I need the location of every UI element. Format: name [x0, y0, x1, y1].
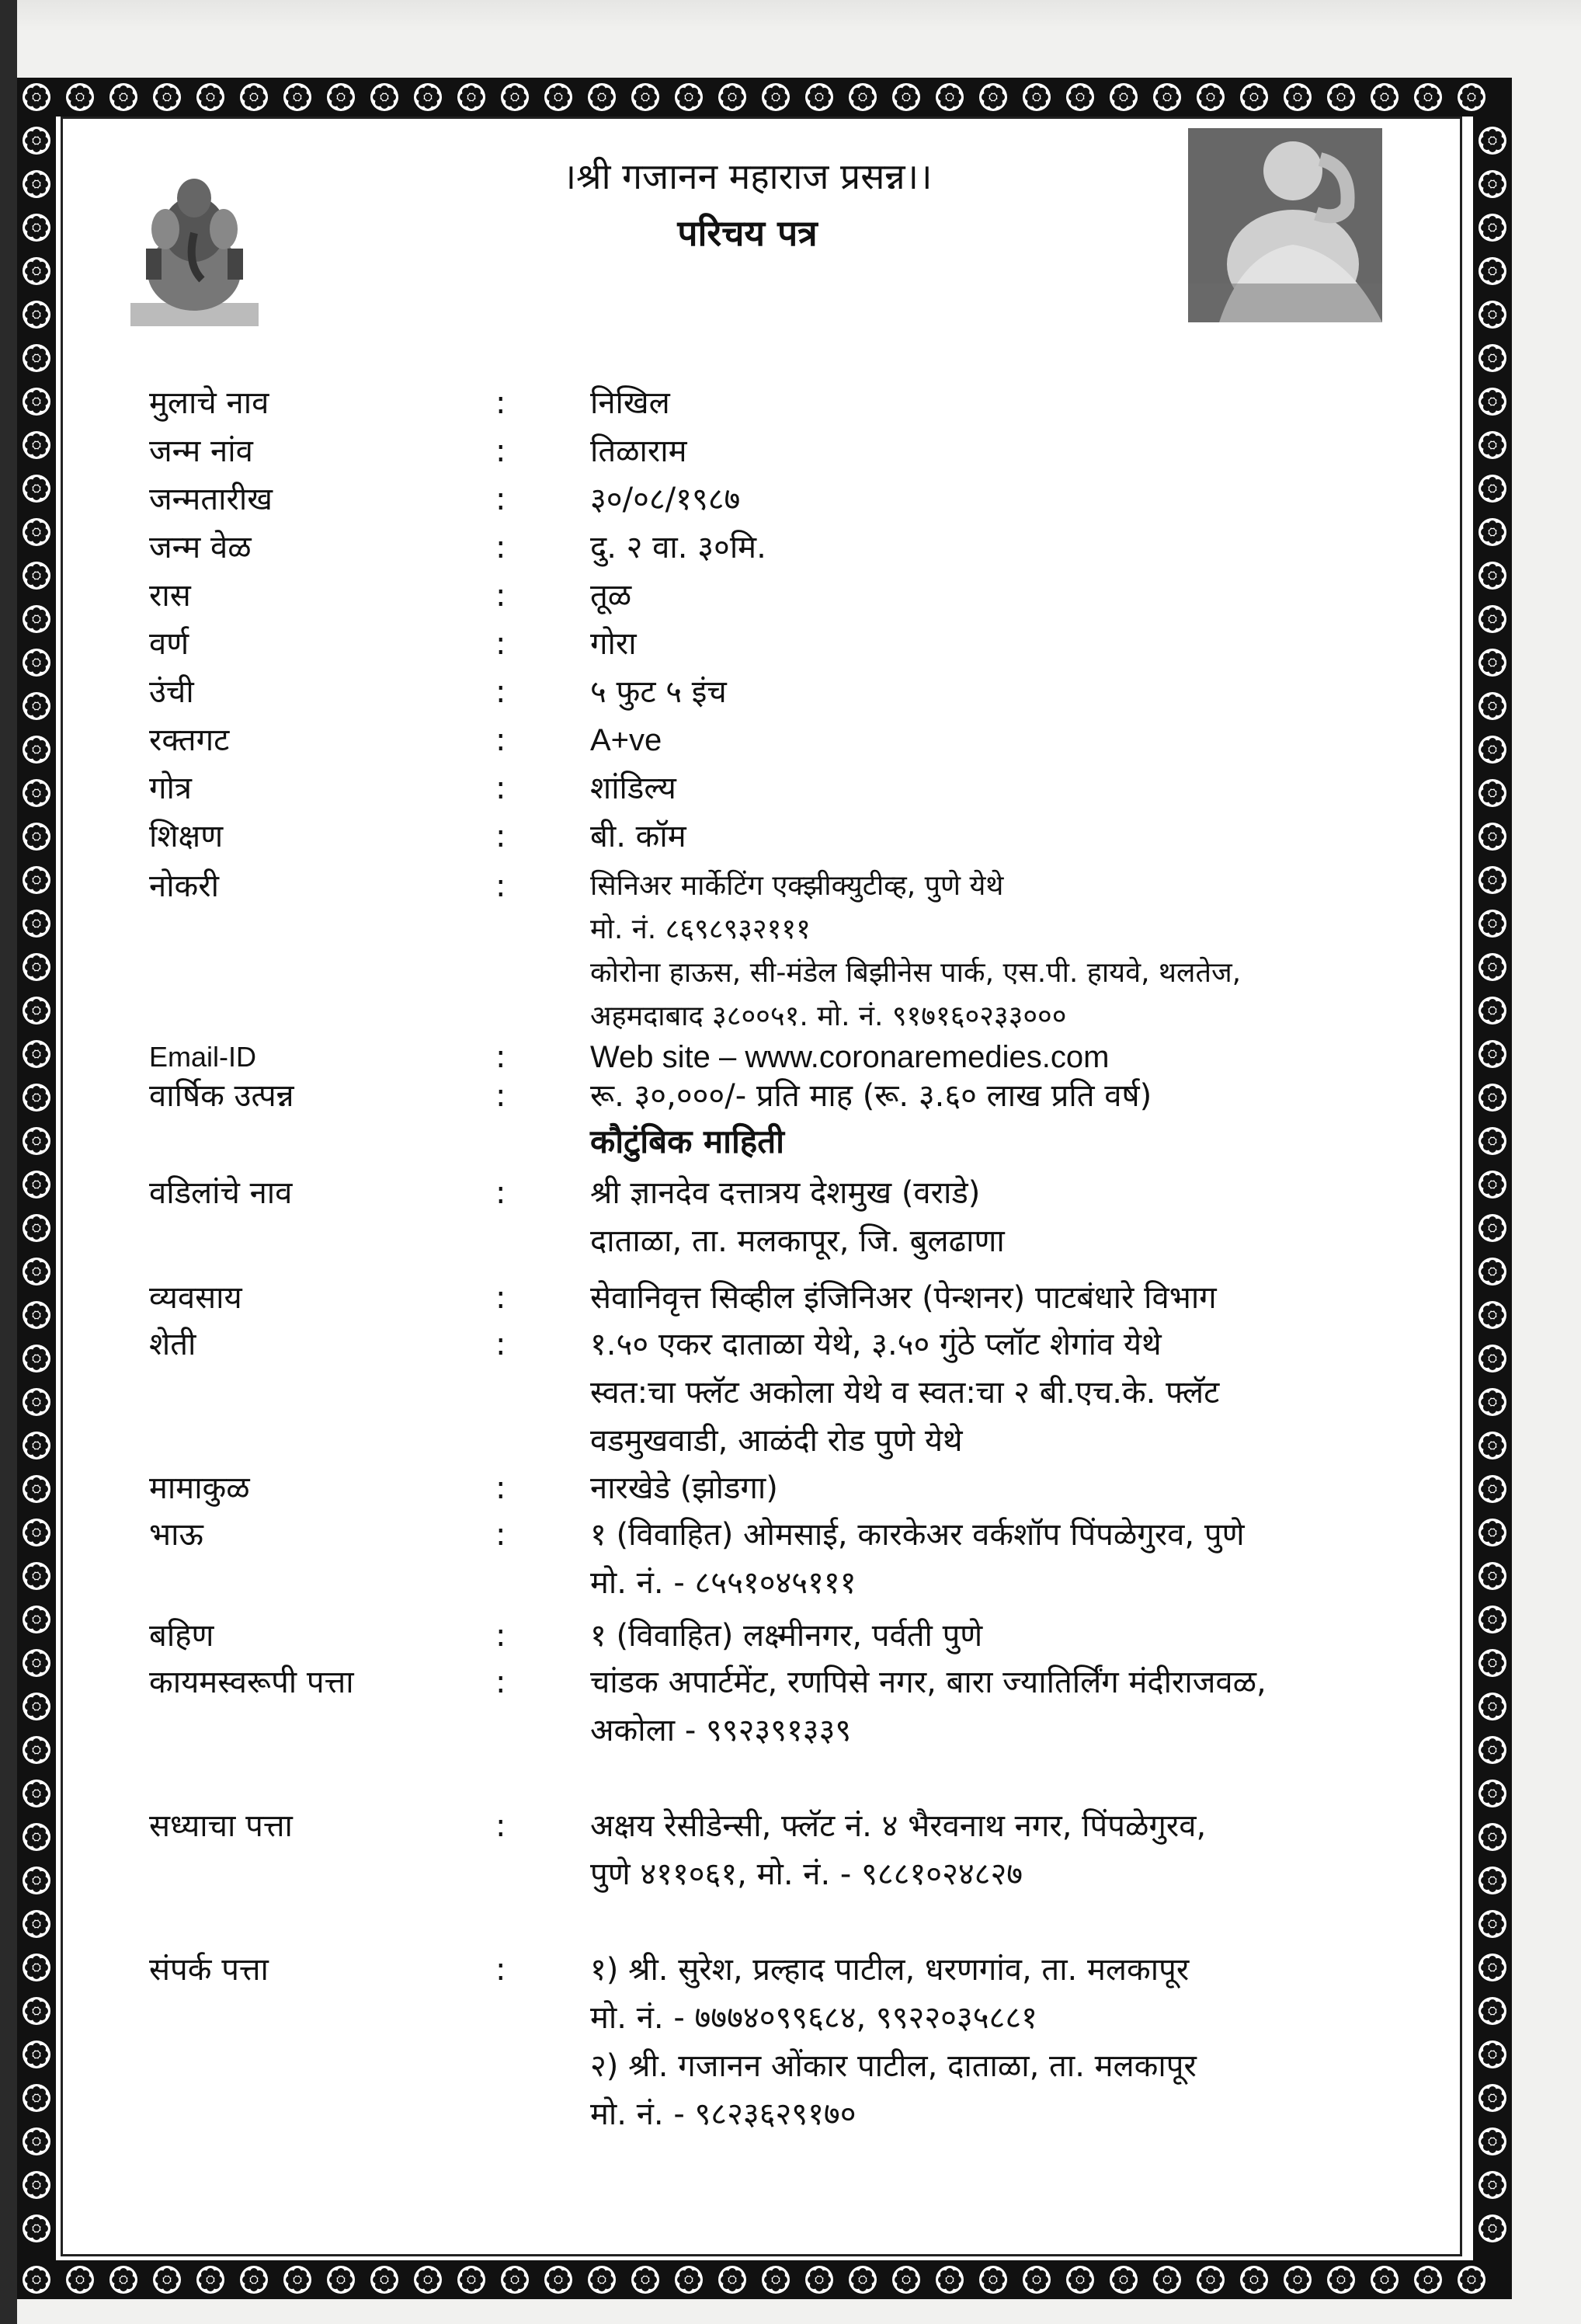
field-colon: : [495, 1952, 506, 1988]
field-value: रू. ३०,०००/- प्रति माह (रू. ३.६० लाख प्रति वर्ष) [590, 1078, 1152, 1114]
field-colon: : [495, 1327, 506, 1362]
field-colon: : [495, 1517, 506, 1553]
field-label: मुलाचे नाव [149, 385, 269, 421]
field-colon: : [495, 1618, 506, 1654]
field-value: दाताळा, ता. मलकापूर, जि. बुलढाणा [590, 1223, 1005, 1259]
scan-top-edge [0, 0, 1581, 31]
document-title: परिचय पत्र [677, 212, 818, 254]
field-label: कायमस्वरूपी पत्ता [149, 1665, 354, 1700]
field-label: वडिलांचे नाव [149, 1175, 293, 1211]
field-colon: : [495, 674, 506, 710]
field-value: तूळ [590, 578, 632, 614]
field-label: गोत्र [149, 771, 192, 806]
field-label: जन्मतारीख [149, 482, 273, 517]
field-value: श्री ज्ञानदेव दत्तात्रय देशमुख (वराडे) [590, 1175, 981, 1211]
field-value: सिनिअर मार्केटिंग एक्झीक्युटीव्ह, पुणे येथे [590, 870, 1004, 902]
ganesh-idol-image [123, 155, 266, 330]
field-colon: : [495, 1039, 506, 1075]
field-colon: : [495, 1470, 506, 1506]
field-value: मो. नं. - ७७७४०९९६८४, ९९२२०३५८८१ [590, 2000, 1037, 2036]
field-value: बी. कॉम [590, 819, 686, 854]
field-label: संपर्क पत्ता [149, 1952, 269, 1988]
field-colon: : [495, 1175, 506, 1211]
field-label: रक्तगट [149, 722, 230, 758]
field-value: पुणे ४११०६१, मो. नं. - ९८८१०२४८२७ [590, 1856, 1023, 1892]
field-value: तिळाराम [590, 433, 687, 469]
field-value: १ (विवाहित) ओमसाई, कारकेअर वर्कशॉप पिंपळेगुरव, पुणे [590, 1517, 1245, 1553]
field-colon: : [495, 868, 506, 904]
field-value: ५ फुट ५ इंच [590, 674, 727, 710]
field-colon: : [495, 433, 506, 469]
field-colon: : [495, 530, 506, 565]
field-value: नारखेडे (झोडगा) [590, 1470, 778, 1506]
field-value: निखिल [590, 385, 670, 421]
field-label: वर्ण [149, 626, 189, 662]
field-value: मो. नं. ८६९८९३२१११ [590, 913, 811, 945]
maharaj-photo-image [1188, 128, 1382, 322]
field-label: जन्म वेळ [149, 530, 252, 565]
field-label: व्यवसाय [149, 1280, 242, 1316]
field-colon: : [495, 722, 506, 758]
field-label: शिक्षण [149, 819, 224, 854]
field-value: १.५० एकर दाताळा येथे, ३.५० गुंठे प्लॉट शेगांव येथे [590, 1327, 1162, 1362]
field-label: उंची [149, 674, 194, 710]
field-value: गोरा [590, 626, 637, 662]
field-value: अक्षय रेसीडेन्सी, फ्लॅट नं. ४ भैरवनाथ नगर, पिंपळेगुरव, [590, 1808, 1207, 1844]
field-label: शेती [149, 1327, 196, 1362]
field-value: शांडिल्य [590, 771, 676, 806]
field-value: वडमुखवाडी, आळंदी रोड पुणे येथे [590, 1423, 963, 1459]
field-colon: : [495, 578, 506, 614]
scan-left-edge [0, 0, 17, 2324]
field-colon: : [495, 771, 506, 806]
field-label: जन्म नांव [149, 433, 253, 469]
field-value: दु. २ वा. ३०मि. [590, 530, 766, 565]
field-label: नोकरी [149, 868, 219, 904]
field-value: कोरोना हाऊस, सी-मंडेल बिझीनेस पार्क, एस.पी. हायवे, थलतेज, [590, 957, 1242, 989]
field-value: १ (विवाहित) लक्ष्मीनगर, पर्वती पुणे [590, 1618, 983, 1654]
field-value: चांडक अपार्टमेंट, रणपिसे नगर, बारा ज्यातिर्लिंग मंदीराजवळ, [590, 1665, 1267, 1700]
field-colon: : [495, 385, 506, 421]
field-colon: : [495, 1078, 506, 1114]
field-label: रास [149, 578, 191, 614]
field-label: सध्याचा पत्ता [149, 1808, 293, 1844]
invocation-title: ।श्री गजानन महाराज प्रसन्न।। [562, 155, 933, 197]
field-value: Web site – www.coronaremedies.com [590, 1040, 1110, 1074]
field-label: मामाकुळ [149, 1470, 250, 1506]
family-info-heading: कौटुंबिक माहिती [590, 1122, 785, 1160]
field-value: मो. नं. - ८५५१०४५१११ [590, 1565, 857, 1601]
field-value: १) श्री. सुरेश, प्रल्हाद पाटील, धरणगांव, ता. मलकापूर [590, 1952, 1190, 1988]
field-label: बहिण [149, 1618, 214, 1654]
field-colon: : [495, 626, 506, 662]
field-label: भाऊ [149, 1517, 203, 1553]
field-label: Email-ID [149, 1041, 257, 1073]
field-value: ३०/०८/१९८७ [590, 482, 741, 517]
field-value: स्वत:चा फ्लॅट अकोला येथे व स्वत:चा २ बी.एच.के. फ्लॅट [590, 1375, 1220, 1411]
field-colon: : [495, 1665, 506, 1700]
field-colon: : [495, 1280, 506, 1316]
field-value: अकोला - ९९२३९१३३९ [590, 1713, 852, 1748]
field-colon: : [495, 1808, 506, 1844]
field-value: मो. नं. - ९८२३६२९१७० [590, 2096, 857, 2132]
field-value: सेवानिवृत्त सिव्हील इंजिनिअर (पेन्शनर) पाटबंधारे विभाग [590, 1280, 1217, 1316]
field-colon: : [495, 482, 506, 517]
field-value: A+ve [590, 723, 662, 757]
field-value: २) श्री. गजानन ओंकार पाटील, दाताळा, ता. मलकापूर [590, 2048, 1197, 2084]
field-value: अहमदाबाद ३८००५१. मो. नं. ९१७१६०२३३००० [590, 1000, 1067, 1032]
field-label: वार्षिक उत्पन्न [149, 1078, 294, 1114]
field-colon: : [495, 819, 506, 854]
